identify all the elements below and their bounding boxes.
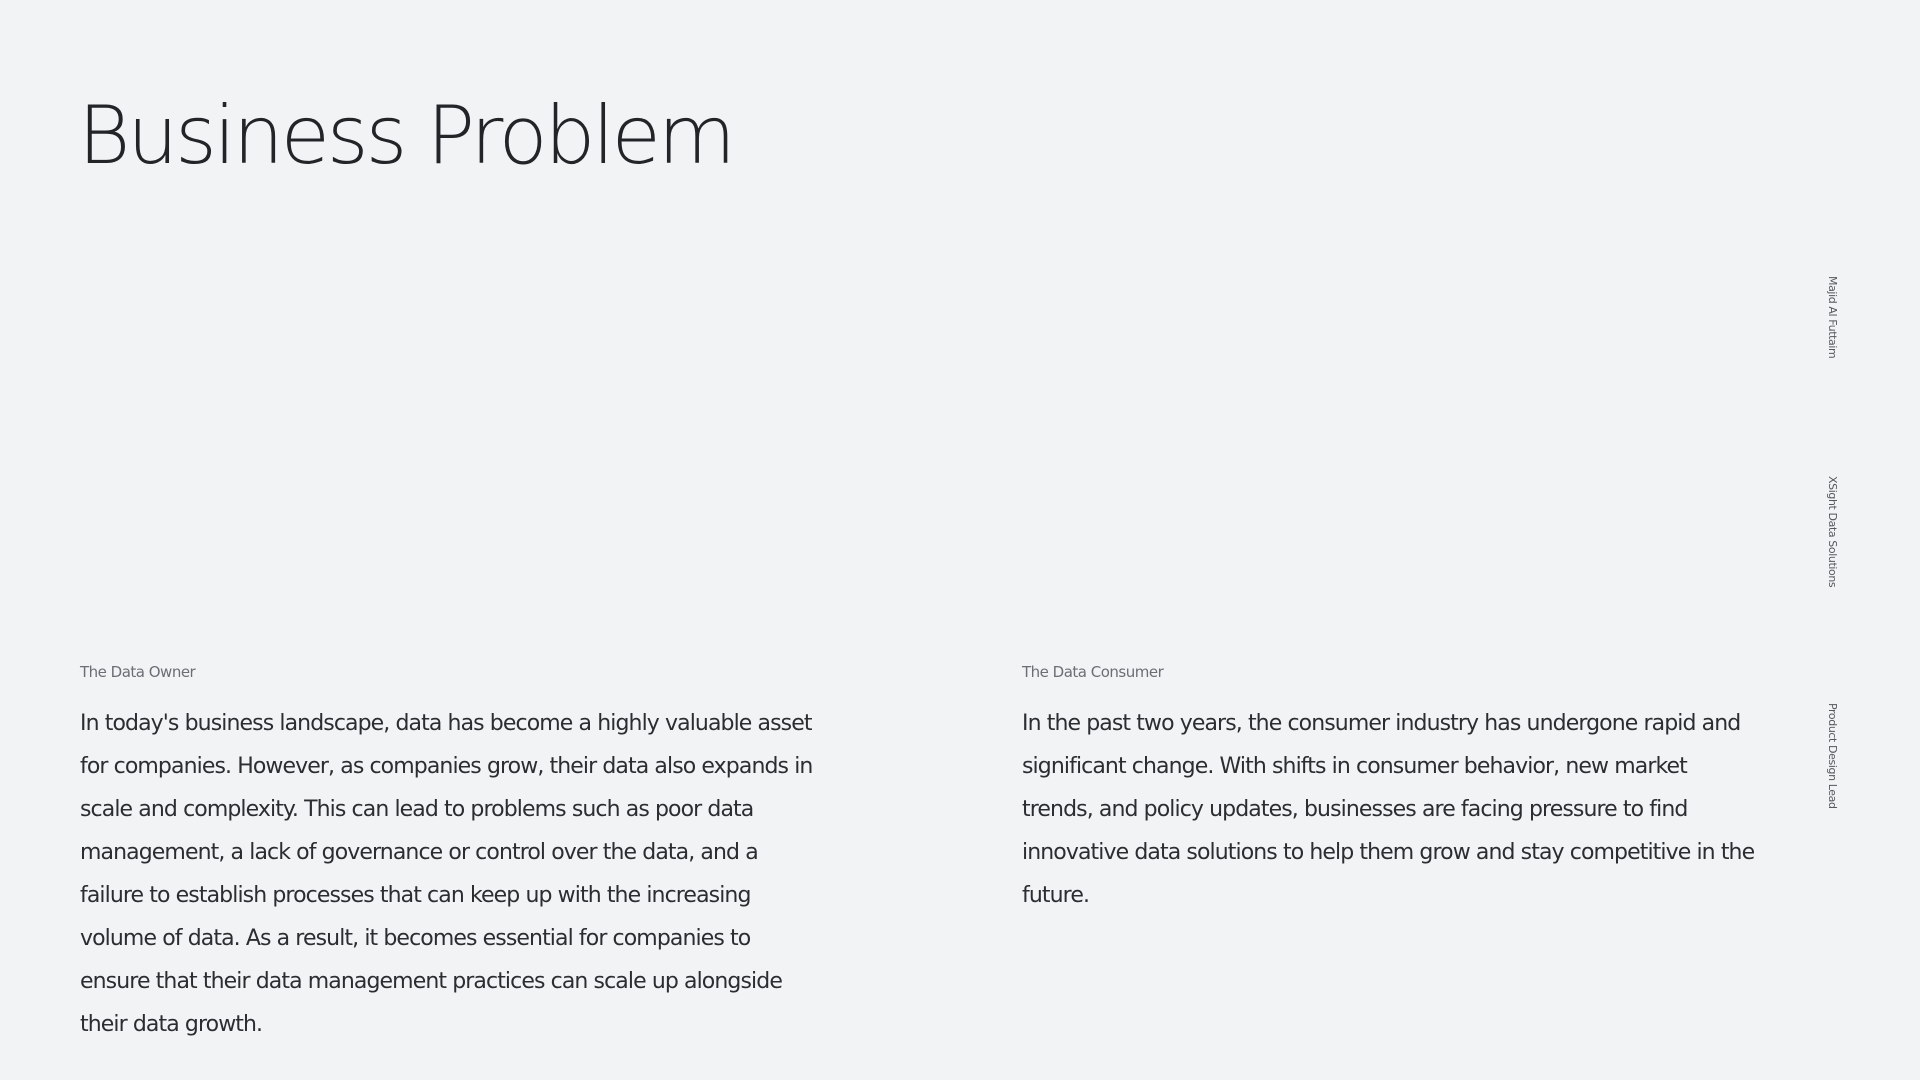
side-label-project: XSight Data Solutions (1826, 476, 1839, 588)
data-consumer-label: The Data Consumer (1022, 663, 1164, 681)
data-owner-section (80, 662, 820, 1046)
data-consumer-section (1022, 662, 1762, 917)
data-consumer-text: In the past two years, the consumer industry has undergone rapid and significant change. With shifts in consumer behavior, new market trends, and policy updates, businesses are facing pressure to find innovative data solutions to help them grow and stay competitive in the future. (1022, 711, 1755, 908)
side-labels (1820, 0, 1844, 1080)
side-label-role: Product Design Lead (1826, 703, 1839, 809)
side-label-company: Majid Al Futtaim (1826, 276, 1839, 359)
data-owner-label: The Data Owner (80, 663, 196, 681)
page-title: Business Problem (78, 89, 733, 182)
data-owner-text: In today's business landscape, data has become a highly valuable asset for companies. However, as companies grow, their data also expands in scale and complexity. This can lead to problems such as poor data management, a lack of governance or control over the data, and a failure to establish processes that can keep up with the increasing volume of data. As a result, it becomes essential for companies to ensure that their data management practices can scale up alongside their data growth. (80, 711, 813, 1037)
